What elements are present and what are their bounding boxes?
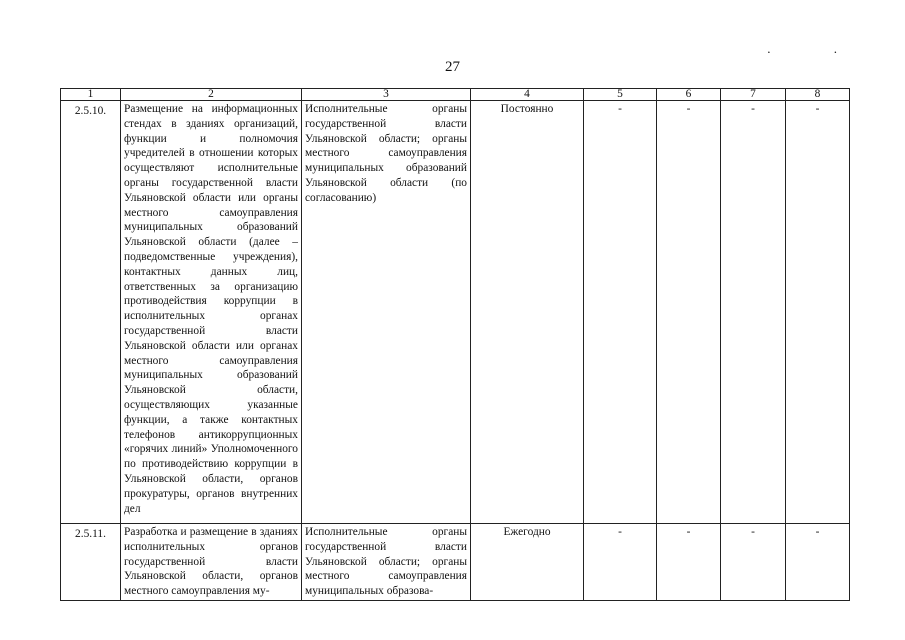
row-number: 2.5.11. (61, 524, 121, 601)
row-description: Размещение на информационных стендах в зданиях организаций, функции и полномочия учредителей в отношении которых осуществляют исполнительные органы государственной власти Ульяновской области или органы местного самоуправления муниципальных образований Ульяновской области (далее – подведомственные учреждения), контактных данных лиц, ответственных за организацию противодействия коррупции в исполнительных органах государственной власти Ульяновской области или органах местного самоуправления муниципальных образований Ульяновской области, осуществляющих указанные функции, а также контактных телефонов антикоррупционных «горячих линий» Уполномоченного по противодействию коррупции в Ульяновской области, органов прокуратуры, органов внутренних дел (121, 101, 302, 524)
row-col-8: - (786, 524, 850, 601)
header-col-2: 2 (121, 89, 302, 101)
header-col-7: 7 (721, 89, 786, 101)
row-col-6: - (657, 101, 721, 524)
row-col-5: - (584, 524, 657, 601)
row-term: Ежегодно (471, 524, 584, 601)
header-col-6: 6 (657, 89, 721, 101)
corner-marks: . . (767, 41, 867, 56)
header-col-5: 5 (584, 89, 657, 101)
row-executor: Исполнительные органы государственной власти Ульяновской области; органы местного самоуправления муниципальных образова- (302, 524, 471, 601)
row-col-7: - (721, 101, 786, 524)
header-col-1: 1 (61, 89, 121, 101)
page-number: 27 (445, 59, 460, 75)
row-col-8: - (786, 101, 850, 524)
header-col-3: 3 (302, 89, 471, 101)
row-col-7: - (721, 524, 786, 601)
row-description: Разработка и размещение в зданиях исполнительных органов государственной власти Ульяновской области, органов местного самоуправления му- (121, 524, 302, 601)
table-row (61, 524, 850, 601)
row-executor: Исполнительные органы государственной власти Ульяновской области; органы местного самоуправления муниципальных образований Ульяновской области (по согласованию) (302, 101, 471, 524)
row-number: 2.5.10. (61, 101, 121, 524)
plan-table (60, 88, 850, 601)
header-col-4: 4 (471, 89, 584, 101)
row-col-6: - (657, 524, 721, 601)
table-row (61, 101, 850, 524)
header-row (61, 89, 850, 101)
row-col-5: - (584, 101, 657, 524)
row-term: Постоянно (471, 101, 584, 524)
header-col-8: 8 (786, 89, 850, 101)
